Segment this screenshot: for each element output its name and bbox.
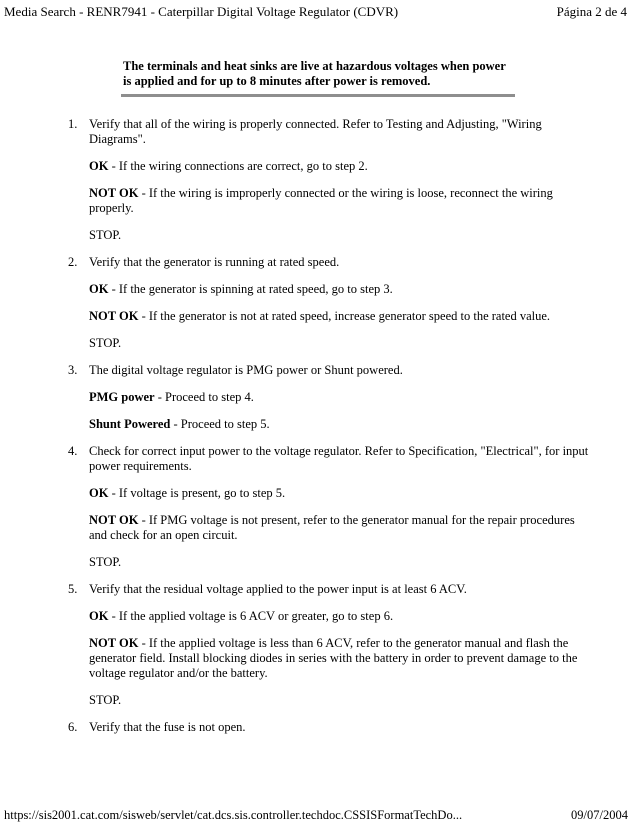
ok-text: - If the applied voltage is 6 ACV or greater, go to step 6. (108, 609, 394, 623)
ok-result (89, 159, 590, 174)
not-ok-result (89, 513, 590, 543)
step-number: 6. (68, 720, 78, 734)
not-ok-label: NOT OK (89, 636, 139, 650)
step-4 (60, 444, 590, 570)
page-indicator: Página 2 de 4 (556, 4, 627, 19)
ok-label: OK (89, 282, 109, 296)
step-number: 2. (68, 255, 78, 269)
shunt-powered-result (89, 417, 590, 432)
step-number: 4. (68, 444, 78, 458)
not-ok-text: - If the applied voltage is less than 6 ACV, refer to the generator manual and flash the generator field. Install blocking diodes in series with the battery in order to prevent damage to the voltage regulator and/or the battery. (89, 636, 578, 680)
ok-text: - If the wiring connections are correct, go to step 2. (108, 159, 368, 173)
ok-label: OK (89, 159, 109, 173)
step-2 (60, 255, 590, 351)
shunt-powered-label: Shunt Powered (89, 417, 171, 431)
warning-divider (121, 94, 515, 97)
procedure-steps (60, 117, 590, 747)
pmg-power-label: PMG power (89, 390, 155, 404)
not-ok-label: NOT OK (89, 309, 139, 323)
pmg-power-result (89, 390, 590, 405)
step-instruction: Verify that the residual voltage applied to the power input is at least 6 ACV. (89, 582, 467, 596)
ok-label: OK (89, 609, 109, 623)
step-1 (60, 117, 590, 243)
step-number: 5. (68, 582, 78, 596)
stop-text: STOP. (89, 555, 122, 569)
step-number: 3. (68, 363, 78, 377)
ok-text: - If voltage is present, go to step 5. (108, 486, 286, 500)
ok-result (89, 282, 590, 297)
step-instruction: Check for correct input power to the voltage regulator. Refer to Specification, "Electrical", for input power requirements. (89, 444, 589, 473)
step-3 (60, 363, 590, 432)
warning-line-1: The terminals and heat sinks are live at hazardous voltages when power (123, 59, 506, 73)
not-ok-text: - If the generator is not at rated speed, increase generator speed to the rated value. (138, 309, 551, 323)
ok-label: OK (89, 486, 109, 500)
not-ok-label: NOT OK (89, 186, 139, 200)
stop-text: STOP. (89, 228, 122, 242)
not-ok-result (89, 636, 590, 681)
step-instruction: Verify that the generator is running at rated speed. (89, 255, 340, 269)
step-5 (60, 582, 590, 708)
shunt-powered-text: - Proceed to step 5. (170, 417, 270, 431)
print-date: 09/07/2004 (571, 808, 628, 822)
step-number: 1. (68, 117, 78, 131)
document-title: Media Search - RENR7941 - Caterpillar Digital Voltage Regulator (CDVR) (4, 4, 399, 19)
not-ok-result (89, 186, 590, 216)
warning-message (123, 59, 523, 89)
ok-result (89, 609, 590, 624)
step-instruction: Verify that all of the wiring is properly connected. Refer to Testing and Adjusting, "Wiring Diagrams". (89, 117, 542, 146)
step-instruction: Verify that the fuse is not open. (89, 720, 246, 734)
pmg-power-text: - Proceed to step 4. (154, 390, 254, 404)
not-ok-text: - If PMG voltage is not present, refer to the generator manual for the repair procedures and check for an open circuit. (89, 513, 575, 542)
not-ok-label: NOT OK (89, 513, 139, 527)
not-ok-result (89, 309, 590, 324)
stop-text: STOP. (89, 693, 122, 707)
step-instruction: The digital voltage regulator is PMG power or Shunt powered. (89, 363, 403, 377)
ok-text: - If the generator is spinning at rated speed, go to step 3. (108, 282, 393, 296)
warning-line-2: is applied and for up to 8 minutes after power is removed. (123, 74, 431, 88)
source-url: https://sis2001.cat.com/sisweb/servlet/cat.dcs.sis.controller.techdoc.CSSISFormatTechDo... (4, 808, 463, 822)
step-6 (60, 720, 590, 735)
ok-result (89, 486, 590, 501)
stop-text: STOP. (89, 336, 122, 350)
not-ok-text: - If the wiring is improperly connected or the wiring is loose, reconnect the wiring properly. (89, 186, 553, 215)
